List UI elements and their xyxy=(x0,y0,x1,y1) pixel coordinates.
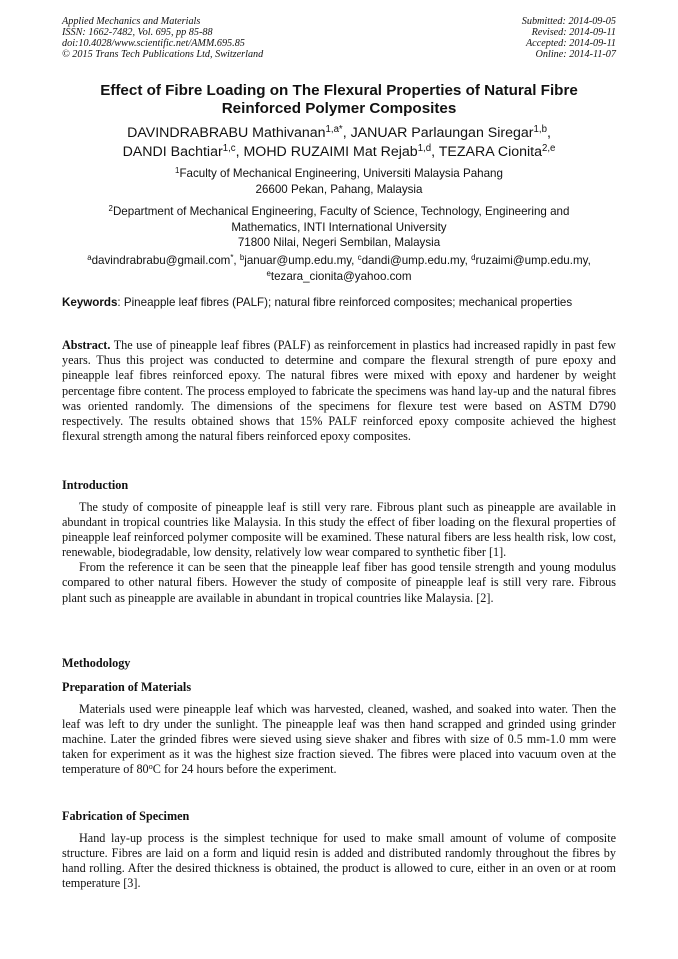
affiliation-2-line-1: $^2$Department of Mechanical Engineering, Faculty of Science, Technology, Engineering and xyxy=(108,204,570,218)
email-line-1: $^a$davindrabrabu@gmail.com*, $^b$januar@ump.edu.my, $^c$dandi@ump.edu.my, $^d$ruzaimi@ump.edu.my, xyxy=(87,253,591,267)
paper-title-line-1: Effect of Fibre Loading on The Flexural Properties of Natural Fibre xyxy=(100,82,578,99)
section-heading-methodology: Methodology xyxy=(62,656,131,670)
degree-mark: o xyxy=(148,762,153,772)
date-online: Online: 2014-11-07 xyxy=(535,49,616,60)
journal-name: Applied Mechanics and Materials xyxy=(62,16,201,27)
affiliation-2-line-3: 71800 Nilai, Negeri Sembilan, Malaysia xyxy=(237,236,441,249)
affiliation-1-line-2: 26600 Pekan, Pahang, Malaysia xyxy=(255,182,423,196)
author-affiliation-mark: 1,b xyxy=(533,124,547,136)
date-submitted: Submitted: 2014-09-05 xyxy=(521,16,616,27)
author-line-1 xyxy=(62,124,616,143)
email-line-2: $^e$tezara_cionita@yahoo.com xyxy=(266,268,412,283)
journal-doi: doi:10.4028/www.scientific.net/AMM.695.85 xyxy=(62,38,245,49)
journal-issn: ISSN: 1662-7482, Vol. 695, pp 85-88 xyxy=(62,27,213,38)
author-name: , JANUAR Parlaungan Siregar xyxy=(342,125,534,141)
paragraph: From the reference it can be seen that the pineapple leaf fiber has good tensile strength and young modulus compared to other natural fibers. However the study of composite of pineapple leaf is still very rare. Fibrous plant such as pineapple are available in abundant in tropical countries like Malaysia. [2]. xyxy=(62,560,616,605)
introduction-body xyxy=(62,500,616,606)
author-separator: , xyxy=(546,125,551,141)
journal-header-left xyxy=(62,16,263,60)
affiliation-2-line-2: Mathematics, INTI International University xyxy=(231,220,447,234)
paper-title-line-2: Reinforced Polymer Composites xyxy=(221,100,457,117)
affiliation-1-line-1: $^1$Faculty of Mechanical Engineering, Universiti Malaysia Pahang xyxy=(175,166,503,180)
section-heading-introduction: Introduction xyxy=(62,478,129,492)
author-affiliation-mark: 1,c xyxy=(222,143,236,155)
author-affiliation-mark: 1,d xyxy=(417,143,432,155)
author-emails xyxy=(62,253,616,284)
email-link[interactable]: davindrabrabu@gmail.com xyxy=(91,254,231,267)
abstract-text: The use of pineapple leaf fibres (PALF) as reinforcement in plastics had increased rapidly in past few years. Thus this project was conducted to determine and compare the flexural strength of pure epoxy and pineapple leaf fibres reinforced epoxy. The natural fibres were mixed with epoxy and hardener by weight percentage fibre content. The process employed to fabricate the specimens was hand lay-up and the natural fibres was oriented randomly. The dimensions of the specimens for flexure test were based on ASTM D790 respectively. The results obtained shows that 15% PALF reinforced epoxy composite achieved the highest flexural strength among the natural fibers reinforced epoxy composites. xyxy=(62,338,616,444)
email-link[interactable]: ruzaimi@ump.edu.my, xyxy=(475,254,591,267)
author-name: DANDI Bachtiar xyxy=(122,144,223,160)
abstract-label: Abstract. xyxy=(62,338,111,352)
email-link[interactable]: dandi@ump.edu.my, xyxy=(361,254,468,267)
keywords-label: Keywords xyxy=(62,296,118,309)
journal-copyright: © 2015 Trans Tech Publications Ltd, Switzerland xyxy=(62,49,264,60)
paragraph: Hand lay-up process is the simplest technique for used to make small amount of volume of composite structure. Fibres are laid on a form and liquid resin is added and distributed randomly throughout the fibres by hand rolling. After the desired thickness is obtained, the product is allowed to cure, either in an oven or at room temperature [3]. xyxy=(62,831,616,891)
author-name: , TEZARA Cionita xyxy=(431,144,543,160)
date-revised: Revised: 2014-09-11 xyxy=(531,27,616,38)
journal-header-right xyxy=(522,16,616,60)
keywords-text: : Pineapple leaf fibres (PALF); natural fibre reinforced composites; mechanical properties xyxy=(117,296,573,309)
paragraph: Materials used were pineapple leaf which was harvested, cleaned, washed, and soaked into water. Then the leaf was left to dry under the sunlight. The pineapple leaf was then hand scrapped and grinded using grinder machine. Later the grinded fibres were sieved using sieve shaker and fibres with size of 0.5 mm-1.0 mm were taken for experiment as it was the highest size fraction sieved. The fibres were placed into vacuum oven at the temperature of 80$^o$C for 24 hours before the experiment. xyxy=(62,702,616,777)
email-link[interactable]: tezara_cionita@yahoo.com xyxy=(270,269,412,283)
author-name: DAVINDRABRABU Mathivanan xyxy=(127,125,326,141)
author-name: , MOHD RUZAIMI Mat Rejab xyxy=(235,144,418,160)
affiliation-number: 2 xyxy=(108,204,113,214)
author-affiliation-mark: 1,a* xyxy=(325,124,343,136)
keywords xyxy=(62,295,616,311)
abstract xyxy=(62,338,616,444)
subsection-heading-preparation: Preparation of Materials xyxy=(62,680,192,694)
paragraph: The study of composite of pineapple leaf is still very rare. Fibrous plant such as pineapple are available in abundant in tropical countries like Malaysia. In this study the effect of fiber loading on the flexural properties of pineapple leaf reinforced polymer composite will be examined. These natural fibers are less health risk, low cost, renewable, biodegradable, low density, relatively low wear compared to synthetic fiber [1]. xyxy=(62,500,616,560)
date-accepted: Accepted: 2014-09-11 xyxy=(525,38,616,49)
affiliation-number: 1 xyxy=(175,166,180,176)
affiliation-2 xyxy=(62,204,616,251)
author-affiliation-mark: 2,e xyxy=(542,143,556,155)
subsection-heading-fabrication: Fabrication of Specimen xyxy=(62,809,190,823)
email-link[interactable]: januar@ump.edu.my, xyxy=(244,254,355,267)
author-list xyxy=(62,124,616,162)
paper-title xyxy=(62,82,616,118)
preparation-body xyxy=(62,702,616,777)
fabrication-body xyxy=(62,831,616,891)
affiliation-1 xyxy=(62,166,616,197)
author-line-2 xyxy=(62,143,616,162)
